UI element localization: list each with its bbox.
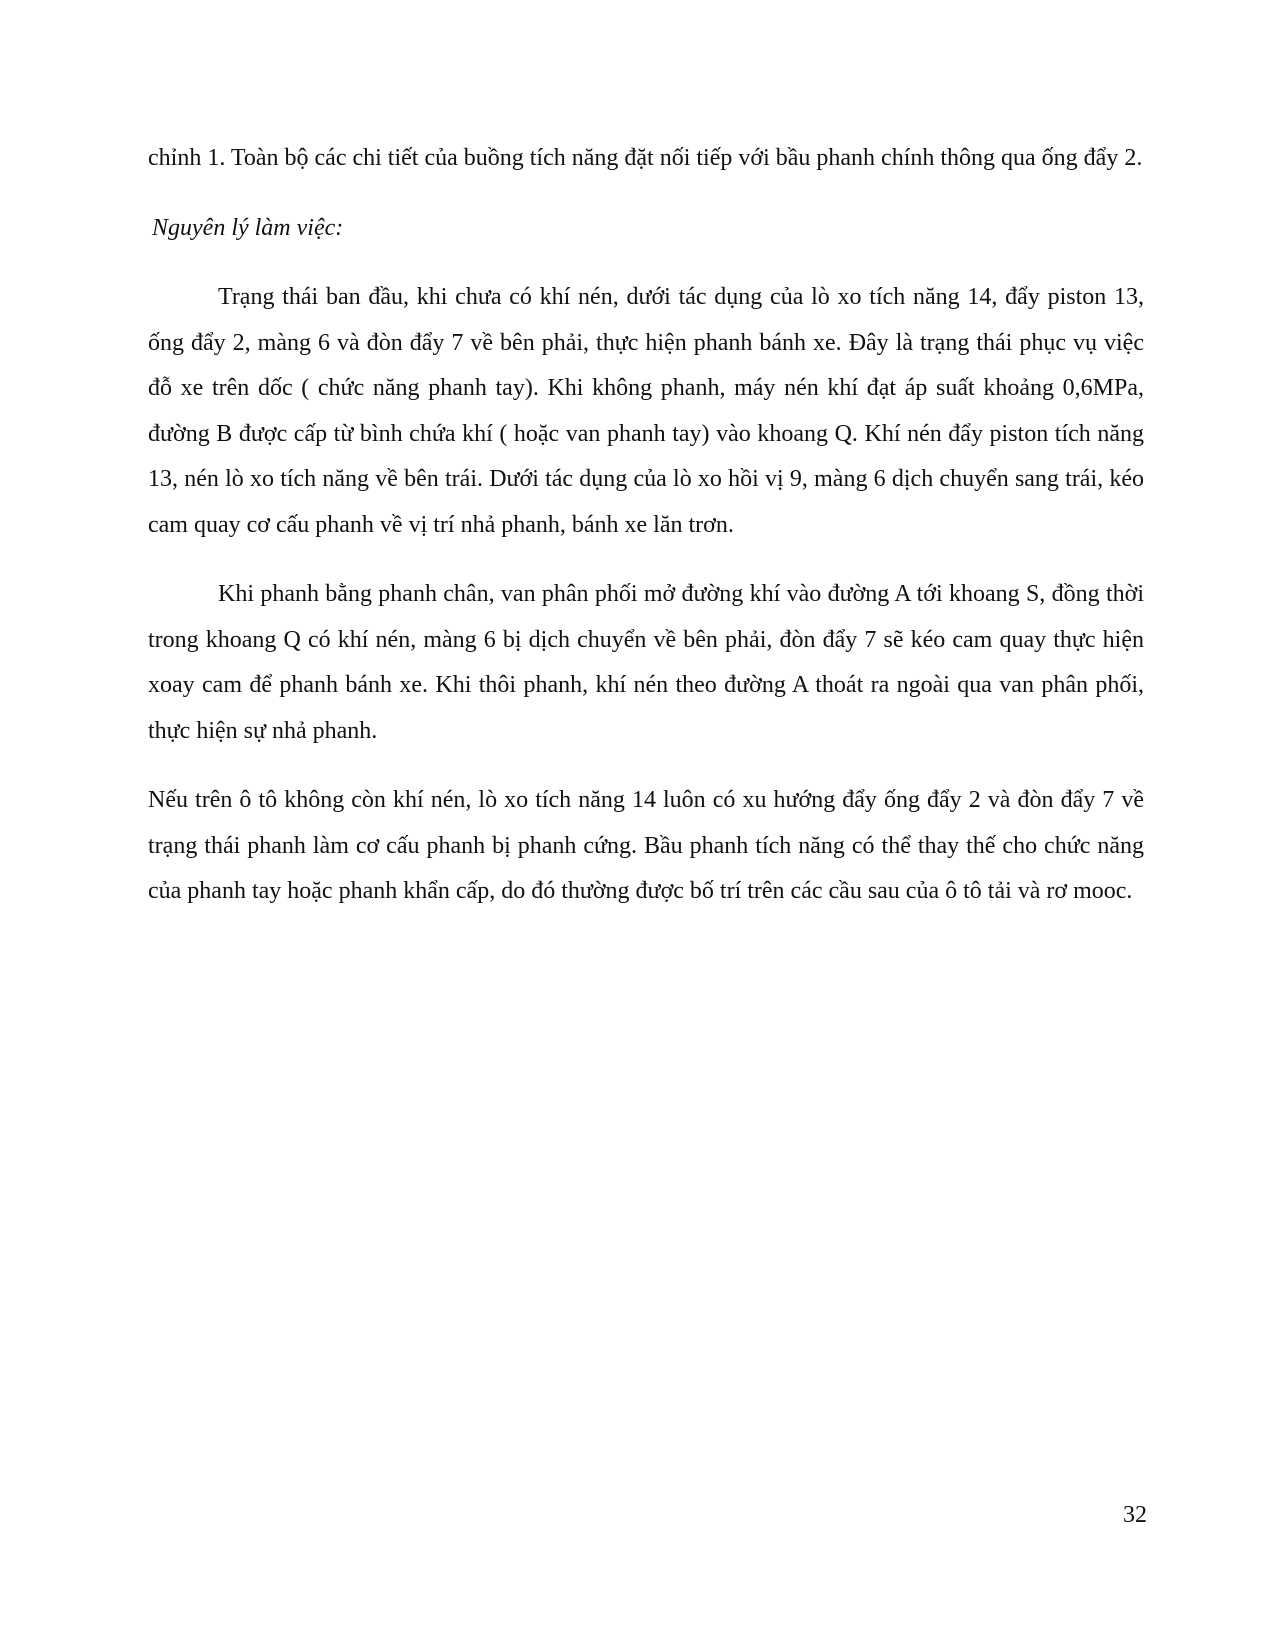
section-heading: Nguyên lý làm việc: [152, 214, 344, 241]
paragraph-continuation: chỉnh 1. Toàn bộ các chi tiết của buồng tích năng đặt nối tiếp với bầu phanh chính thông qua ống đẩy 2. [148, 145, 1143, 171]
paragraph-foot-brake: Khi phanh bằng phanh chân, van phân phối mở đường khí vào đường A tới khoang S, đồng thời trong khoang Q có khí nén, màng 6 bị dịch chuyển về bên phải, đòn đẩy 7 sẽ kéo cam quay thực hiện xoay cam để phanh bánh xe. Khi thôi phanh, khí nén theo đường A thoát ra ngoài qua van phân phối, thực hiện sự nhả phanh. [148, 581, 1144, 744]
paragraph-initial-state: Trạng thái ban đầu, khi chưa có khí nén, dưới tác dụng của lò xo tích năng 14, đẩy piston 13, ống đẩy 2, màng 6 và đòn đẩy 7 về bên phải, thực hiện phanh bánh xe. Đây là trạng thái phục vụ việc đỗ xe trên dốc ( chức năng phanh tay). Khi không phanh, máy nén khí đạt áp suất khoảng 0,6MPa, đường B được cấp từ bình chứa khí ( hoặc van phanh tay) vào khoang Q. Khí nén đẩy piston tích năng 13, nén lò xo tích năng về bên trái. Dưới tác dụng của lò xo hồi vị 9, màng 6 dịch chuyển sang trái, kéo cam quay cơ cấu phanh về vị trí nhả phanh, bánh xe lăn trơn. [148, 284, 1144, 538]
page-content [148, 136, 1144, 939]
paragraph-no-air: Nếu trên ô tô không còn khí nén, lò xo tích năng 14 luôn có xu hướng đẩy ống đẩy 2 và đòn đẩy 7 về trạng thái phanh làm cơ cấu phanh bị phanh cứng. Bầu phanh tích năng có thể thay thế cho chức năng của phanh tay hoặc phanh khẩn cấp, do đó thường được bố trí trên các cầu sau của ô tô tải và rơ mooc. [148, 787, 1144, 904]
page-number: 32 [1123, 1502, 1147, 1528]
